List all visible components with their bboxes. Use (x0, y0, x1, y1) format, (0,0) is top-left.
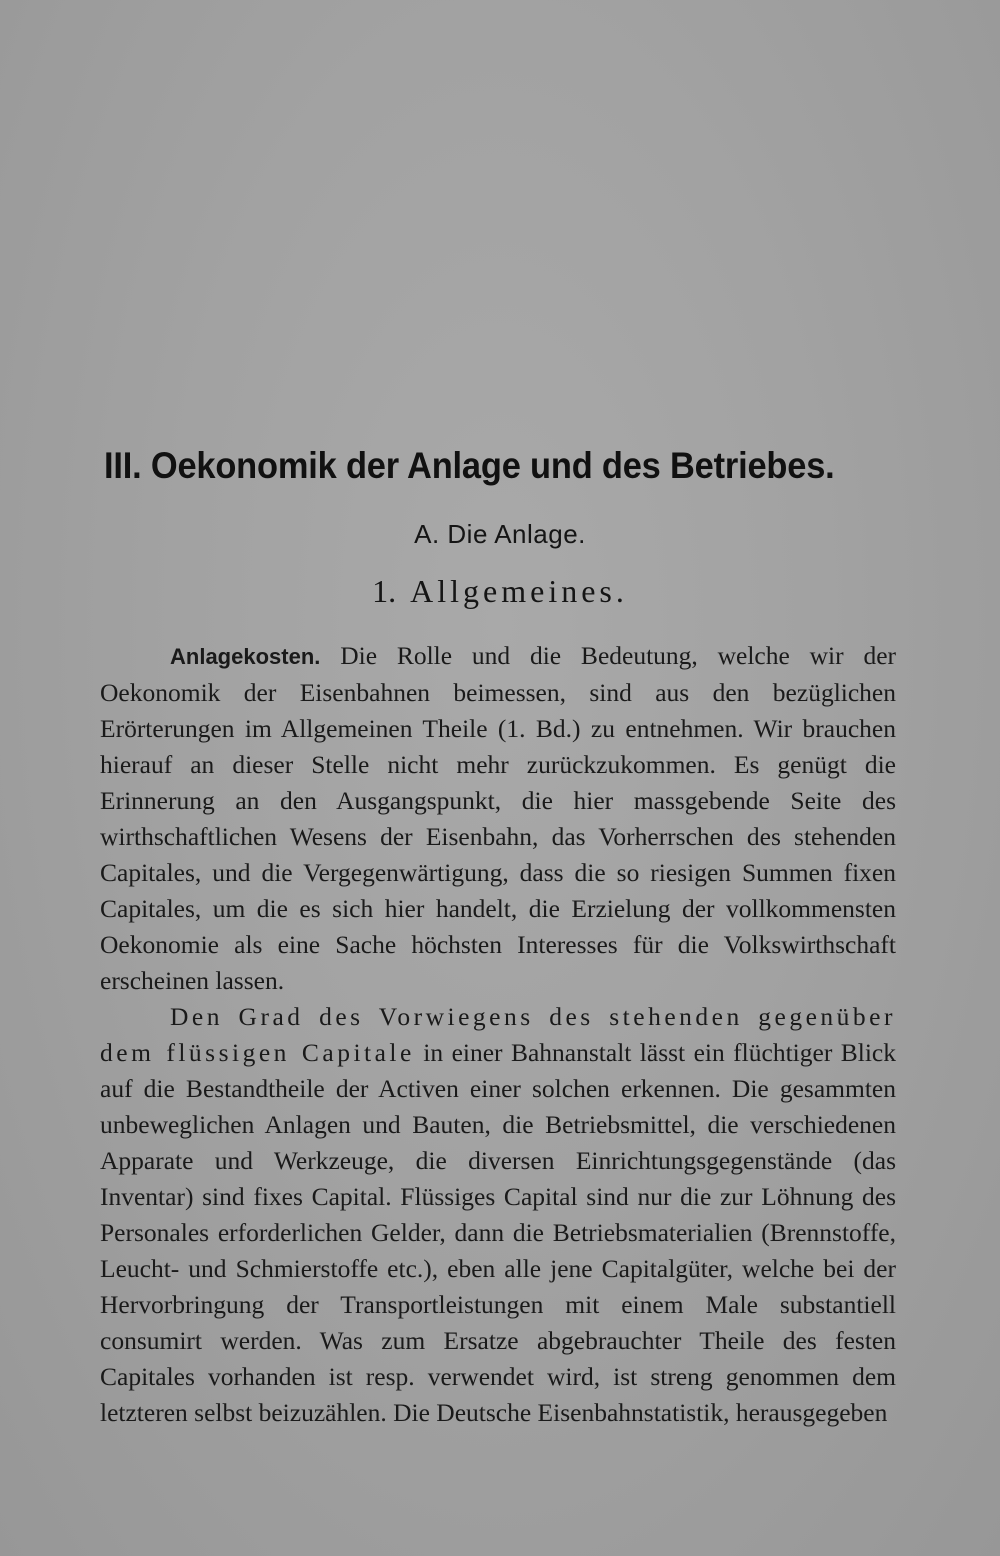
body-text (100, 638, 896, 1431)
paragraph-text: Die Rolle und die Bedeutung, welche wir der Oekonomik der Eisenbahnen beimessen, sind aus den bezüglichen Erörterungen im Allgemeinen Theile (1. Bd.) zu entnehmen. Wir brauchen hierauf an dieser Stelle nicht mehr zurückzukommen. Es genügt die Erinnerung an den Ausgangspunkt, die hier massgebende Seite des wirthschaftlichen Wesens der Eisenbahn, das Vorherrschen des stehenden Capitales, und die Vergegenwärtigung, dass die so riesigen Summen fixen Capitales, um die es sich hier handelt, die Erzielung der vollkommensten Oekonomie als eine Sache höchsten Interesses für die Volkswirthschaft erscheinen lassen. (100, 641, 896, 995)
paragraph-text: in einer Bahnanstalt lässt ein flüchtiger Blick auf die Bestandtheile der Activen einer solchen erkennen. Die gesammten unbeweglichen Anlagen und Bauten, die Betriebsmittel, die verschiedenen Apparate und Werkzeuge, die diversen Einrichtungsgegenstände (das Inventar) sind fixes Capital. Flüssiges Capital sind nur die zur Löhnung des Personales erforderlichen Gelder, dann die Betriebsmaterialien (Brennstoffe, Leucht- und Schmierstoffe etc.), eben alle jene Capitalgüter, welche bei der Hervorbringung der Transportleistungen mit einem Male substantiell consumirt werden. Was zum Ersatze abgebrauchter Theile des festen Capitales vorhanden ist resp. verwendet wird, ist streng genommen dem letzteren selbst beizuzählen. Die Deutsche Eisenbahnstatistik, herausgegeben (100, 1038, 896, 1427)
subsection-number: 1. (372, 573, 397, 609)
paragraph-1 (100, 638, 896, 999)
subsection-heading: Allgemeines. (410, 573, 628, 609)
paragraph-run-in-heading: Anlagekosten. (170, 644, 321, 669)
paragraph-2 (100, 999, 896, 1431)
paragraph-spaced-lead: Den Grad des Vorwiegens des stehenden gegenüber dem flüssigen Capitale (100, 1002, 896, 1067)
subsection-title (0, 568, 1000, 614)
section-title: A. Die Anlage. (414, 519, 586, 549)
chapter-title: III. Oekonomik der Anlage und des Betriebes. (104, 445, 835, 486)
